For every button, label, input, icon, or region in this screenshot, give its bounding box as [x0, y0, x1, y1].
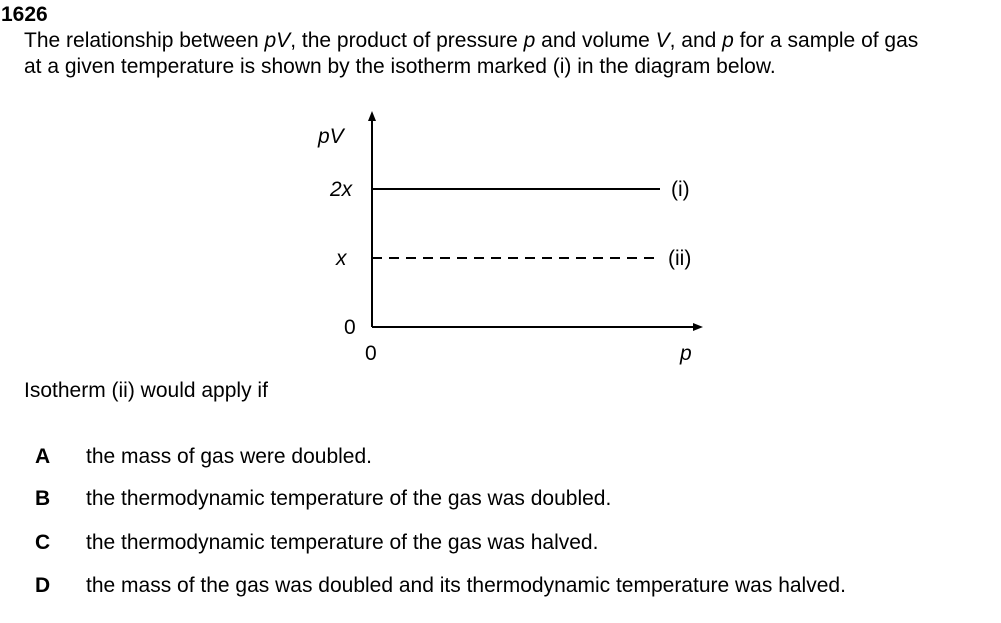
- stem-line-1: The relationship between pV, the product of pressure p and volume V, and p for a sample of gas: [24, 29, 919, 52]
- option-letter: C: [35, 531, 51, 554]
- question-lead: Isotherm (ii) would apply if: [24, 379, 268, 402]
- y-tick-2x: 2x: [330, 178, 353, 201]
- isotherm-ii-label: (ii): [668, 247, 692, 270]
- y-tick-x: x: [336, 247, 347, 270]
- y-axis-label: pV: [318, 125, 344, 148]
- x-origin-label: 0: [365, 342, 377, 365]
- option-text: the thermodynamic temperature of the gas was doubled.: [86, 487, 612, 510]
- option-letter: D: [35, 574, 51, 597]
- option-letter: B: [35, 487, 51, 510]
- option-text: the mass of the gas was doubled and its thermodynamic temperature was halved.: [86, 574, 846, 597]
- option-text: the mass of gas were doubled.: [86, 445, 373, 468]
- y-tick-zero: 0: [344, 316, 356, 339]
- option-letter: A: [35, 445, 51, 468]
- question-number: 1626: [1, 3, 48, 26]
- stem-line-2: at a given temperature is shown by the isotherm marked (i) in the diagram below.: [24, 55, 776, 78]
- isotherm-i-label: (i): [671, 178, 690, 201]
- x-axis-label: p: [680, 342, 692, 365]
- option-text: the thermodynamic temperature of the gas was halved.: [86, 531, 599, 554]
